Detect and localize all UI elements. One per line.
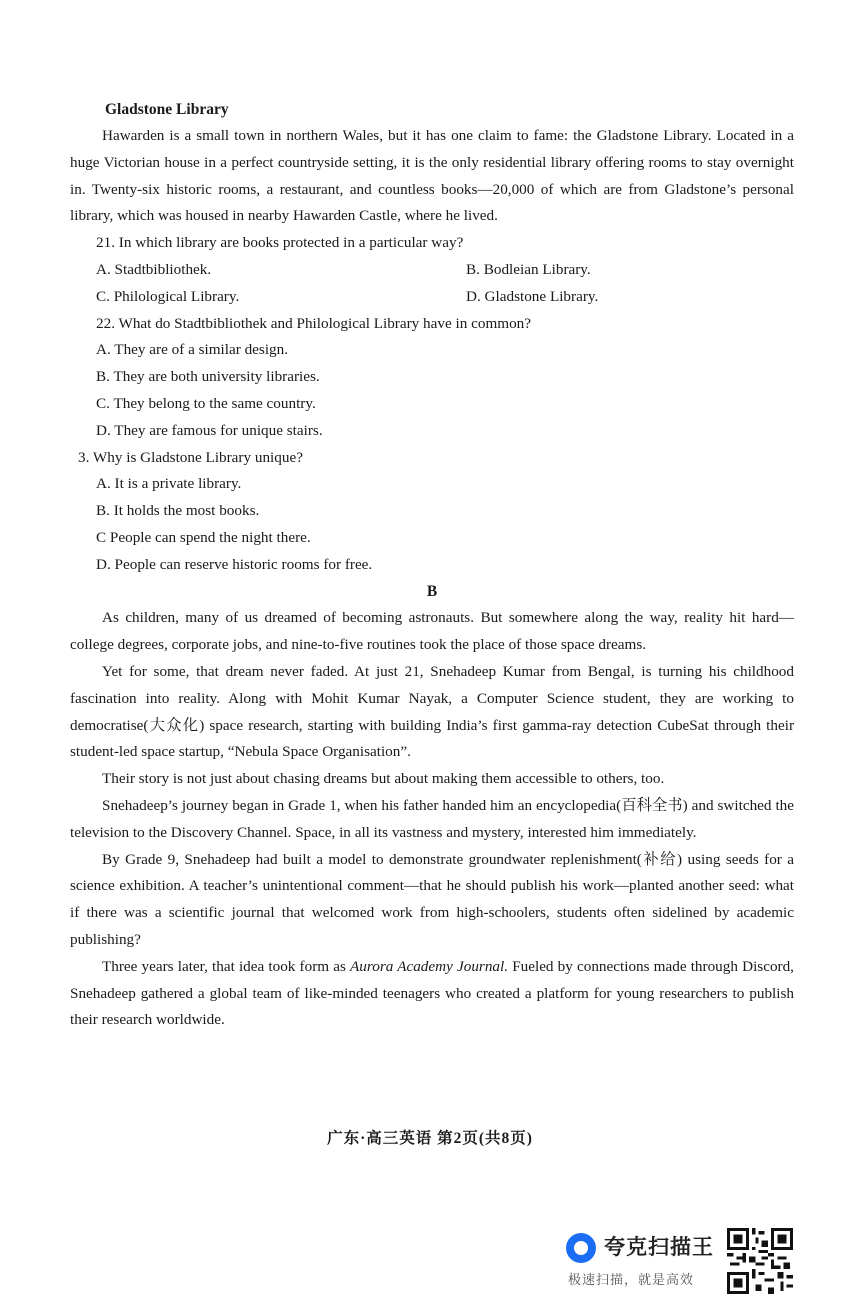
option-23-a: A. It is a private library. xyxy=(96,475,242,493)
option-21-a: A. Stadtbibliothek. xyxy=(96,260,212,278)
paragraph-6-text-before: Three years later, that idea took form as xyxy=(102,957,351,975)
option-22-c: C. They belong to the same country. xyxy=(96,394,316,412)
option-21-b: B. Bodleian Library. xyxy=(466,260,591,278)
watermark-slogan: 极速扫描，就是高效 xyxy=(568,1273,695,1288)
passage-b-paragraph-4: Snehadeep’s journey began in Grade 1, when his father handed him an encyclopedia(百科全书) and switched the television to the Discovery Channel. Space, in all its vastness and mystery, interested him immediately. xyxy=(70,796,794,841)
watermark-name: 夸克扫描王 xyxy=(604,1235,714,1259)
option-23-d: D. People can reserve historic rooms for free. xyxy=(96,555,373,573)
passage-b-paragraph-6 xyxy=(70,954,794,1034)
journal-name: Aurora Academy Journal. xyxy=(350,957,509,975)
question-22-stem: 22. What do Stadtbibliothek and Philological Library have in common? xyxy=(96,314,532,332)
article-title: Gladstone Library xyxy=(105,101,229,118)
quark-logo-icon xyxy=(566,1233,596,1263)
paragraph-6-text-after: Fueled by connections made through Discord, Snehadeep gathered a global team of like-minded teenagers who created a platform for young researchers to publish their research worldwide. xyxy=(70,957,794,1029)
passage-b-paragraph-1: As children, many of us dreamed of becoming astronauts. But somewhere along the way, reality hit hard—college degrees, corporate jobs, and nine-to-five routines took the place of those space dreams. xyxy=(70,609,794,654)
passage-b-paragraph-2: Yet for some, that dream never faded. At just 21, Snehadeep Kumar from Bengal, is turning his childhood fascination into reality. Along with Mohit Kumar Nayak, a Computer Science student, they are working to democratise(大众化) space research, starting with building India’s first gamma-ray detection CubeSat through their student-led space startup, “Nebula Space Organisation”. xyxy=(70,662,794,761)
question-23-stem: 3. Why is Gladstone Library unique? xyxy=(78,448,303,466)
option-23-b: B. It holds the most books. xyxy=(96,502,260,520)
question-21-options-row2 xyxy=(96,284,794,311)
exam-page xyxy=(70,96,794,1034)
qr-code-icon xyxy=(727,1228,793,1294)
option-22-a: A. They are of a similar design. xyxy=(96,341,289,359)
option-22-d: D. They are famous for unique stairs. xyxy=(96,421,323,439)
question-21-options-row1 xyxy=(96,257,794,284)
article-paragraph: Hawarden is a small town in northern Wales, but it has one claim to fame: the Gladstone Library. Located in a huge Victorian house in a perfect countryside setting, it is the only residential library offering rooms to stay overnight in. Twenty-six historic rooms, a restaurant, and countless books—20,000 of which are from Gladstone’s personal library, which was housed in nearby Hawarden Castle, where he lived. xyxy=(70,127,794,225)
scanner-watermark xyxy=(566,1231,726,1297)
question-21-stem: 21. In which library are books protected in a particular way? xyxy=(96,234,464,252)
option-23-c: C People can spend the night there. xyxy=(96,528,311,546)
passage-b-paragraph-3: Their story is not just about chasing dreams but about making them accessible to others, too. xyxy=(102,770,665,788)
passage-b-paragraph-5: By Grade 9, Snehadeep had built a model to demonstrate groundwater replenishment(补给) using seeds for a science exhibition. A teacher’s unintentional comment—that he should publish his work—planted another seed: what if there was a scientific journal that welcomed work from high-schoolers, students often sidelined by academic publishing? xyxy=(70,850,794,948)
page-footer: 广东·高三英语 第2页(共8页) xyxy=(327,1130,533,1147)
option-21-c: C. Philological Library. xyxy=(96,287,240,305)
option-21-d: D. Gladstone Library. xyxy=(466,287,599,305)
option-22-b: B. They are both university libraries. xyxy=(96,368,320,386)
section-b-heading: B xyxy=(426,582,438,600)
